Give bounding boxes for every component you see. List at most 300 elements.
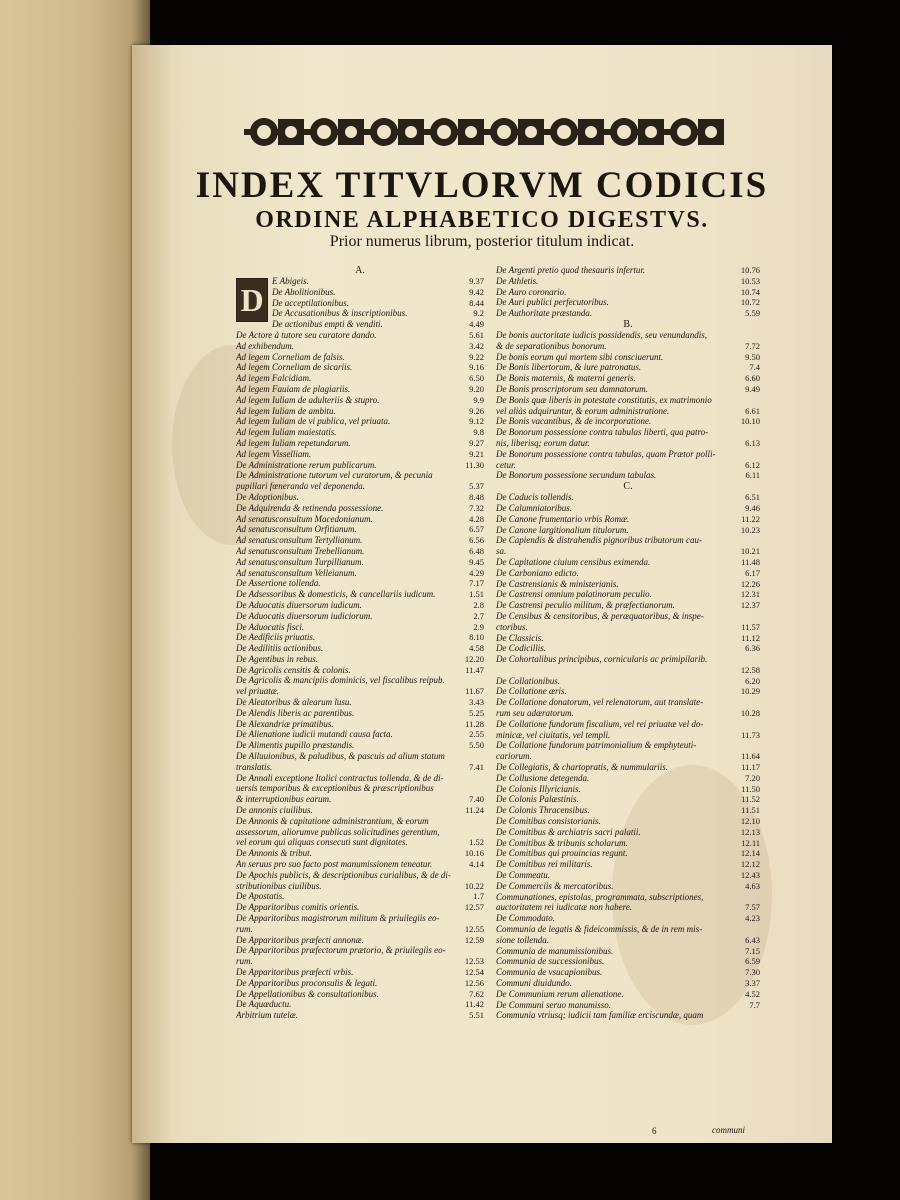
index-entry	[496, 816, 760, 827]
entry-title: De Castrensianis & ministerianis.	[496, 578, 619, 589]
entry-reference: 8.10	[469, 632, 484, 643]
entry-reference: 4.23	[745, 913, 760, 924]
entry-reference: 12.57	[464, 902, 484, 913]
entry-reference: 10.29	[740, 686, 760, 697]
right-entries-b	[496, 330, 760, 481]
entry-reference: 1.51	[469, 589, 484, 600]
entry-reference: 8.44	[469, 297, 484, 308]
entry-reference: 12.13	[740, 826, 760, 837]
index-entry	[496, 946, 760, 957]
index-entry	[236, 362, 484, 373]
index-entry	[236, 568, 484, 579]
entry-title: De Commeatu.	[496, 870, 550, 881]
entry-title: De Collatione donatorum, vel relenatorum, aut translate-	[496, 697, 704, 708]
entry-title: De Bonorum possessione secundum tabulas.	[496, 470, 657, 481]
entry-reference: 2.9	[473, 621, 484, 632]
entry-title: De Communium rerum alienatione.	[496, 988, 624, 999]
entry-title: De Appellationibus & consultationibus.	[236, 988, 379, 999]
entry-reference: 6.57	[469, 524, 484, 535]
index-entry	[236, 622, 484, 633]
entry-reference: 9.12	[469, 416, 484, 427]
index-title: INDEX TITVLORVM CODICIS	[195, 165, 769, 206]
entry-reference: 11.24	[465, 805, 484, 816]
entry-title: De Athletis.	[496, 275, 539, 286]
entry-title: De Comitibus consistorianis.	[496, 816, 601, 827]
entry-title: De Alluuionibus, & paludibus, & pascuis ad alium statum	[236, 751, 445, 762]
index-entry	[496, 784, 760, 795]
entry-title: De Colonis Palæstinis.	[496, 794, 579, 805]
entry-title: An seruus pro suo facto post manumissionem teneatur.	[236, 859, 433, 870]
index-entry	[236, 816, 484, 827]
left-column	[236, 265, 484, 1021]
index-entry	[496, 902, 760, 913]
index-entry	[236, 848, 484, 859]
index-entry	[496, 773, 760, 784]
index-entry	[496, 633, 760, 644]
page-number: 6	[652, 1126, 657, 1136]
entry-reference: 5.59	[745, 308, 760, 319]
entry-title: rum.	[236, 923, 253, 934]
entry-reference: 6.17	[745, 567, 760, 578]
entry-reference: 6.43	[745, 934, 760, 945]
right-column	[496, 265, 760, 1021]
entry-reference: 7.32	[469, 502, 484, 513]
entry-title: Arbitrium tutelæ.	[236, 1010, 299, 1021]
entry-title: rum seu adæratorum.	[496, 708, 574, 719]
entry-title: sa.	[496, 546, 507, 557]
entry-reference: 12.37	[740, 600, 760, 611]
entry-reference: 12.10	[740, 816, 760, 827]
entry-reference: 6.50	[469, 373, 484, 384]
index-entry	[496, 265, 760, 276]
entry-title: De Colonis Illyricianis.	[496, 783, 581, 794]
entry-title: De Actore à tutore seu curatore dando.	[236, 329, 377, 340]
entry-title: De Alendis liberis ac parentibus.	[236, 707, 355, 718]
index-entry	[496, 492, 760, 503]
entry-title: rum.	[236, 956, 253, 967]
ornamental-headpiece	[244, 107, 724, 157]
entry-title: cariorum.	[496, 751, 532, 762]
entry-reference: 1.52	[469, 837, 484, 848]
index-entry	[496, 1000, 760, 1011]
index-entry	[236, 449, 484, 460]
entry-title: De Carboniano edicto.	[496, 567, 579, 578]
index-entry	[496, 503, 760, 514]
entry-title: De Adsessoribus & domesticis, & cancellariis iudicum.	[236, 589, 436, 600]
entry-reference: 9.42	[469, 286, 484, 297]
entry-reference: 2.55	[469, 729, 484, 740]
index-entry	[236, 470, 484, 481]
entry-title: cetur.	[496, 459, 516, 470]
right-entries-c	[496, 492, 760, 1021]
entry-title: De Apostatis.	[236, 891, 285, 902]
index-entry	[236, 999, 484, 1010]
entry-reference: 10.76	[740, 265, 760, 275]
entry-reference: 9.27	[469, 437, 484, 448]
entry-reference: 11.73	[741, 729, 760, 740]
entry-title: De bonis eorum qui mortem sibi consciuerunt.	[496, 351, 664, 362]
index-entry	[236, 341, 484, 352]
entry-reference: 11.57	[741, 621, 760, 632]
index-entry	[496, 827, 760, 838]
index-entry	[236, 967, 484, 978]
index-entry	[496, 438, 760, 449]
entry-reference: 6.11	[745, 470, 760, 481]
entry-title: De Assertione tollenda.	[236, 578, 321, 589]
entry-reference: 11.50	[741, 783, 760, 794]
index-entry	[236, 686, 484, 697]
entry-title: De Colonis Thracensibus.	[496, 805, 590, 816]
entry-title: De Castrensi omnium palatinorum peculio.	[496, 589, 652, 600]
entry-reference: 12.53	[464, 956, 484, 967]
entry-reference: 6.13	[745, 437, 760, 448]
index-entry	[236, 729, 484, 740]
entry-reference: 12.11	[741, 837, 760, 848]
entry-title: stributionibus ciuilibus.	[236, 880, 322, 891]
right-entries-a	[496, 265, 760, 319]
entry-title: pupillari fœneranda vel deponenda.	[236, 481, 365, 492]
index-entry	[496, 643, 760, 654]
entry-title: Ad legem Iuliam de ambitu.	[236, 405, 336, 416]
index-entry	[496, 762, 760, 773]
entry-title: uersis temporibus & exceptionibus & præscriptionibus	[236, 783, 434, 794]
entry-reference: 9.46	[745, 502, 760, 513]
entry-reference: 6.36	[745, 643, 760, 654]
entry-title: De annonis ciuilibus.	[236, 805, 313, 816]
entry-reference: 2.8	[473, 599, 484, 610]
entry-title: De Collegiatis, & chartopratis, & nummulariis.	[496, 762, 669, 773]
index-entry	[496, 589, 760, 600]
index-entry	[496, 362, 760, 373]
index-entry	[496, 697, 760, 708]
entry-title: De Bonis maternis, & materni generis.	[496, 373, 636, 384]
index-entry	[496, 622, 760, 633]
entry-title: De Apparitoribus præfecti vrbis.	[236, 967, 354, 977]
entry-title: Ad exhibendum.	[236, 340, 294, 351]
entry-title: Ad legem Iuliam de adulteriis & stupro.	[236, 394, 380, 405]
entry-title: De Aedificiis priuatis.	[236, 632, 316, 643]
entry-reference: 12.43	[740, 870, 760, 881]
entry-title: De Administratione tutorum vel curatorum, & pecunia	[236, 470, 433, 481]
index-entry	[272, 308, 484, 319]
entry-title: De Argenti pretio quod thesauris infertur.	[496, 265, 646, 275]
entry-title: De Communi seruo manumisso.	[496, 999, 612, 1010]
entry-title: De Apparitoribus præfectorum prætorio, & priuilegiis eo-	[236, 945, 446, 956]
entry-title: De Apparitoribus præfecti annonæ.	[236, 934, 364, 945]
entry-title: Ad legem Corneliam de sicariis.	[236, 362, 353, 373]
entry-title: ctoribus.	[496, 621, 528, 632]
section-letter-a: A.	[355, 265, 365, 276]
entry-reference: 12.26	[740, 578, 760, 589]
index-entry	[236, 406, 484, 417]
entry-reference: 11.48	[741, 556, 760, 567]
index-entry	[496, 881, 760, 892]
entry-title: De Canone largitionalium titulorum.	[496, 524, 629, 535]
entry-reference: 12.56	[464, 977, 484, 988]
entry-title: De Agricolis censitis & colonis.	[236, 664, 351, 675]
index-entry	[496, 805, 760, 816]
index-entry	[496, 546, 760, 557]
index-entry	[496, 848, 760, 859]
index-entry	[236, 870, 484, 881]
index-page	[132, 45, 832, 1143]
index-entry	[496, 708, 760, 719]
entry-title: De actionibus empti & venditi.	[272, 319, 383, 330]
index-entry	[496, 989, 760, 1000]
index-entry	[496, 859, 760, 870]
entry-title: De Bonis libertorum, & iure patronatus.	[496, 362, 642, 373]
entry-title: De Annali exceptione Italici contractus tollenda, & de di-	[236, 772, 444, 783]
entry-reference: 12.55	[464, 923, 484, 934]
entry-reference: 7.7	[749, 999, 760, 1010]
entry-reference: 7.62	[469, 988, 484, 999]
entry-title: sione tollenda.	[496, 934, 549, 945]
index-entry	[496, 665, 760, 676]
entry-reference: 5.51	[469, 1010, 484, 1021]
entry-reference: 10.74	[740, 286, 760, 297]
index-entry	[496, 913, 760, 924]
index-entry	[496, 870, 760, 881]
entry-title: De Bonorum possessione contra tabulas, quam Prætor polli-	[496, 448, 716, 459]
index-entry	[496, 676, 760, 687]
entry-reference: 11.17	[741, 762, 760, 773]
entry-reference: 11.42	[465, 999, 484, 1010]
index-entry	[496, 892, 760, 903]
entry-reference: 7.17	[469, 578, 484, 589]
index-entry	[236, 902, 484, 913]
index-entry	[236, 503, 484, 514]
index-entry	[496, 568, 760, 579]
entry-title: De Castrensi peculio militum, & præfectianorum.	[496, 600, 675, 611]
drop-cap: D	[236, 278, 268, 322]
entry-title: Communia de manumissionibus.	[496, 945, 614, 956]
index-entry	[236, 913, 484, 924]
entry-reference: 9.50	[745, 351, 760, 362]
entry-reference: 1.7	[473, 891, 484, 902]
entry-reference: 11.30	[465, 459, 484, 470]
entry-title: De Abolitionibus.	[272, 286, 336, 297]
index-entry	[236, 578, 484, 589]
entry-reference: 11.12	[741, 632, 760, 643]
index-entry	[496, 525, 760, 536]
entry-reference: 5.50	[469, 740, 484, 751]
index-entry	[496, 978, 760, 989]
entry-title: De Accusationibus & inscriptionibus.	[272, 308, 408, 319]
entry-reference: 9.22	[469, 351, 484, 362]
entry-title: De Annonis & tribut.	[236, 848, 312, 859]
entry-title: assessorum, aliorumve publicas solicitudines gerentium,	[236, 826, 440, 837]
entry-reference: 12.20	[464, 653, 484, 664]
entry-title: & interruptionibus earum.	[236, 794, 332, 805]
entry-reference: 9.16	[469, 362, 484, 373]
entry-title: De Comitibus qui prouincias regunt.	[496, 848, 628, 859]
entry-title: De Capiendis & distrahendis pignoribus tributorum cau-	[496, 535, 703, 546]
entry-title: De Authoritate præstanda.	[496, 308, 593, 319]
entry-reference: 10.28	[740, 708, 760, 719]
index-entry	[236, 805, 484, 816]
index-entry	[236, 514, 484, 525]
entry-title: De Comitibus & archiatris sacri palatii.	[496, 826, 641, 837]
entry-reference: 6.60	[745, 373, 760, 384]
index-entry	[236, 794, 484, 805]
index-entry	[236, 546, 484, 557]
index-entry	[496, 297, 760, 308]
index-entry	[272, 276, 484, 287]
entry-reference: 6.48	[469, 545, 484, 556]
entry-reference: 9.21	[469, 448, 484, 459]
entry-title: De Calumniatoribus.	[496, 502, 573, 513]
index-entry	[496, 352, 760, 363]
index-entry	[236, 751, 484, 762]
entry-reference: 5.37	[469, 481, 484, 492]
index-entry	[236, 827, 484, 838]
entry-reference: 6.59	[745, 956, 760, 967]
entry-title: Ad senatusconsultum Turpillianum.	[236, 556, 364, 567]
entry-title: De Aleatoribus & alearum lusu.	[236, 697, 352, 708]
entry-reference: 4.14	[469, 859, 484, 870]
index-entry	[496, 751, 760, 762]
index-entry	[272, 298, 484, 309]
index-entry	[236, 438, 484, 449]
entry-title: De Caducis tollendis.	[496, 492, 574, 503]
entry-title: De Collatione fundorum patrimonialium & emphyteuti-	[496, 740, 697, 751]
entry-title: De Collationibus.	[496, 675, 561, 686]
entry-reference: 4.29	[469, 567, 484, 578]
index-entry	[496, 308, 760, 319]
entry-title: Communi diuidundo.	[496, 978, 573, 988]
index-subtitle: Prior numerus librum, posterior titulum indicat.	[329, 233, 635, 250]
entry-title: De Classicis.	[496, 632, 544, 643]
entry-title: De Canone frumentario vrbis Romæ.	[496, 513, 630, 524]
entry-reference: 9.2	[473, 308, 484, 319]
entry-reference: 12.59	[464, 934, 484, 945]
entry-reference: 3.37	[745, 978, 760, 988]
index-entry	[236, 762, 484, 773]
entry-title: De Apparitoribus comitis orientis.	[236, 902, 360, 913]
entry-title: De Alimentis pupillo præstandis.	[236, 740, 355, 751]
entry-title: De Apparitoribus magistrorum militum & priuilegiis eo-	[236, 913, 440, 924]
entry-title: De Agricolis & mancipiis dominicis, vel fiscalibus reipub.	[236, 675, 445, 686]
entry-title: De Adoptionibus.	[236, 491, 299, 502]
entry-title: De Auri publici perfecutoribus.	[496, 297, 609, 308]
entry-reference: 7.40	[469, 794, 484, 805]
index-entry	[496, 740, 760, 751]
entry-reference: 12.54	[464, 967, 484, 977]
entry-title: De Capitatione ciuium censibus eximenda.	[496, 556, 651, 567]
entry-title: De Annonis & capitatione administrantium, & eorum	[236, 815, 429, 826]
index-entry	[496, 967, 760, 978]
entry-reference: 4.49	[469, 319, 484, 330]
index-entry	[236, 719, 484, 730]
entry-title: auctoritatem rei iudicatæ non habere.	[496, 902, 633, 913]
entry-title: Communationes, epistolas, programmata, subscriptiones,	[496, 891, 704, 902]
index-entry	[236, 557, 484, 568]
entry-reference: 7.15	[745, 945, 760, 956]
index-entry	[236, 330, 484, 341]
entry-reference: 4.63	[745, 880, 760, 891]
entry-title: & de separationibus bonorum.	[496, 340, 607, 351]
entry-title: Ad senatusconsultum Orfitianum.	[236, 524, 357, 535]
index-entry	[236, 643, 484, 654]
entry-title: De Bonorum possessione contra tabulas liberti, qua patro-	[496, 427, 709, 438]
entry-title: Ad legem Falcidiam.	[236, 373, 312, 384]
entry-title: De Aduocatis diuersorum iudiciorum.	[236, 610, 373, 621]
index-entry	[496, 719, 760, 730]
entry-title: De Aduocatis fisci.	[236, 621, 305, 632]
index-entry	[236, 773, 484, 784]
entry-title: nis, liberisq; eorum datur.	[496, 437, 590, 448]
index-entry	[236, 891, 484, 902]
index-entry	[236, 783, 484, 794]
entry-reference: 7.20	[745, 772, 760, 783]
index-entry	[236, 384, 484, 395]
entry-title: De Apochis publicis, & descriptionibus curialibus, & de di-	[236, 869, 451, 880]
entry-reference: 9.8	[473, 427, 484, 438]
index-entry	[496, 287, 760, 298]
entry-reference: 11.67	[465, 686, 484, 697]
entry-title: Ad legem Corneliam de falsis.	[236, 351, 345, 362]
entry-title: Ad senatusconsultum Tertyllianum.	[236, 535, 363, 546]
index-entry	[236, 654, 484, 665]
index-title-line2: ORDINE ALPHABETICO DIGESTVS.	[255, 207, 709, 233]
entry-reference: 10.53	[740, 275, 760, 286]
entry-title: vel aliàs adquiruntur, & eorum administratione.	[496, 405, 670, 416]
entry-reference: 10.72	[740, 297, 760, 308]
entry-title: De Bonis quæ liberis in potestate constitutis, ex matrimonio	[496, 394, 712, 405]
entry-reference: 11.64	[741, 751, 760, 762]
entry-reference: 12.12	[740, 859, 760, 870]
index-entry	[496, 330, 760, 341]
entry-reference: 9.49	[745, 383, 760, 394]
index-entry	[496, 449, 760, 460]
index-entry	[496, 276, 760, 287]
entry-reference: 10.23	[740, 524, 760, 535]
index-entry	[236, 524, 484, 535]
entry-title: De Comitibus rei militaris.	[496, 859, 593, 870]
entry-title: Ad legem Iuliam repetundarum.	[236, 437, 351, 448]
left-entries	[236, 330, 484, 1021]
entry-reference: 3.43	[469, 697, 484, 708]
entry-title: minicæ, vel ciuitatis, vel templi.	[496, 729, 611, 740]
index-entry	[236, 978, 484, 989]
entry-title: Ad senatusconsultum Macedonianum.	[236, 513, 373, 524]
entry-reference: 9.37	[469, 276, 484, 286]
entry-reference: 7.72	[745, 340, 760, 351]
entry-reference: 6.61	[745, 405, 760, 416]
entry-reference: 9.26	[469, 405, 484, 416]
index-entry	[236, 935, 484, 946]
section-letter-c: C.	[623, 481, 633, 493]
entry-title: Communia de successionibus.	[496, 956, 605, 967]
entry-reference: 10.21	[740, 546, 760, 557]
entry-reference: 11.28	[465, 718, 484, 729]
index-entry	[236, 373, 484, 384]
entry-reference: 10.16	[464, 848, 484, 859]
entry-title: Communia de vsucapionibus.	[496, 967, 603, 978]
entry-title: De Commerciis & mercatoribus.	[496, 880, 614, 891]
entry-title: De Adquirenda & retinenda possessione.	[236, 502, 384, 513]
entry-reference: 7.57	[745, 902, 760, 913]
index-entry	[496, 935, 760, 946]
entry-reference: 12.31	[740, 589, 760, 600]
entry-reference: 4.28	[469, 513, 484, 524]
entry-reference: 6.12	[745, 459, 760, 470]
entry-reference: 7.41	[469, 761, 484, 772]
index-entry	[496, 406, 760, 417]
entry-title: De Alienatione iudicii mutandi causa facta.	[236, 729, 393, 740]
index-entry	[496, 384, 760, 395]
index-entry	[236, 481, 484, 492]
